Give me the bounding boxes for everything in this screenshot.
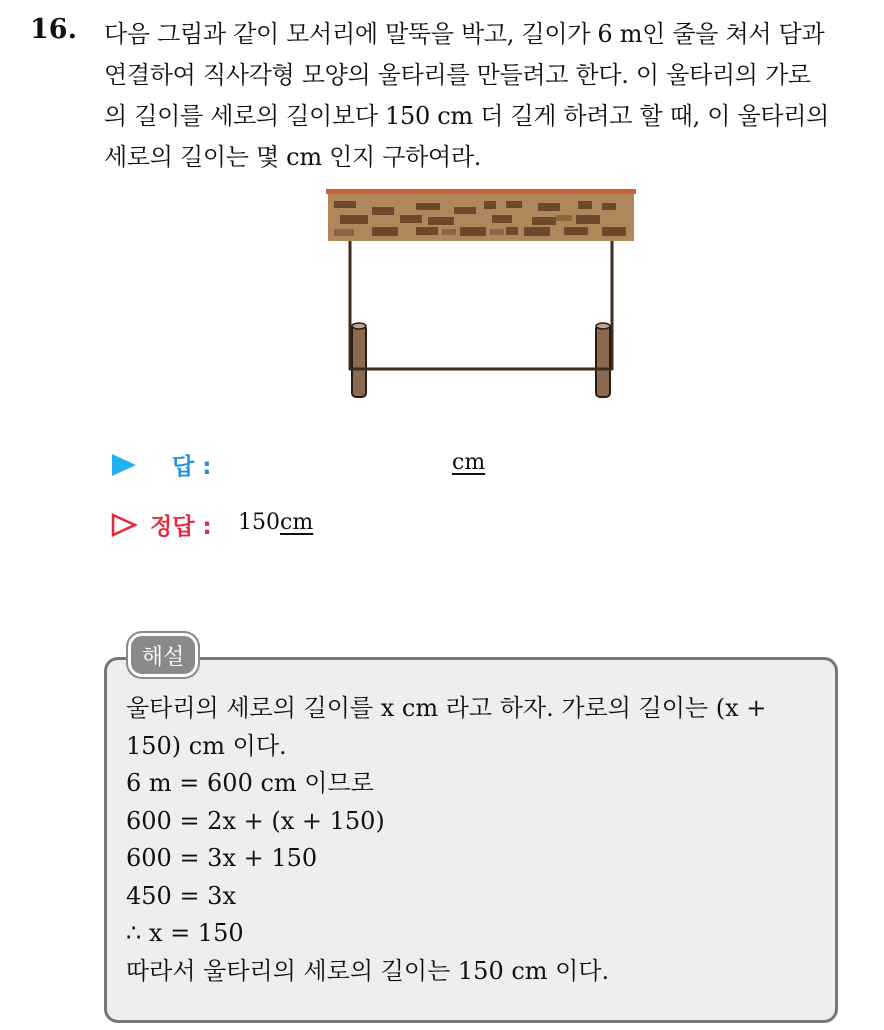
question-line: 다음 그림과 같이 모서리에 말뚝을 박고, 길이가 6 m인 줄을 쳐서 담과 xyxy=(104,20,825,48)
fence-illustration xyxy=(320,185,650,405)
explanation-line: ∴ x = 150 xyxy=(126,919,244,947)
explanation-line: 600 = 2x + (x + 150) xyxy=(126,806,385,835)
question-line: 의 길이를 세로의 길이보다 150 cm 더 길게 하려고 할 때, 이 울타리의 xyxy=(104,102,829,130)
explanation-tab: 해설 xyxy=(128,633,198,677)
outline-triangle-icon xyxy=(110,512,138,538)
correct-answer-row xyxy=(110,508,610,544)
question-number: 16. xyxy=(30,14,77,45)
rope xyxy=(350,241,612,369)
question-line: 연결하여 직사각형 모양의 울타리를 만들려고 한다. 이 울타리의 가로 xyxy=(104,61,811,89)
question-text xyxy=(104,14,864,178)
play-triangle-icon xyxy=(110,452,138,478)
explanation-line: 600 = 3x + 150 xyxy=(126,844,318,872)
answer-blank-unit[interactable]: cm xyxy=(452,450,486,475)
explanation-text xyxy=(126,690,826,990)
explanation-line: 따라서 울타리의 세로의 길이는 150 cm 이다. xyxy=(126,956,610,985)
question-line: 세로의 길이는 몇 cm 인지 구하여라. xyxy=(104,143,482,171)
answer-row xyxy=(110,448,610,484)
answer-label: 답 : xyxy=(172,454,212,480)
post-left xyxy=(352,323,366,397)
correct-answer-value xyxy=(238,510,313,535)
correct-answer-label: 정답 : xyxy=(150,514,212,540)
correct-answer-number: 150 xyxy=(238,510,280,535)
explanation-line: 150) cm 이다. xyxy=(126,731,287,760)
wall-top xyxy=(326,189,636,194)
explanation-line: 450 = 3x xyxy=(126,881,236,910)
explanation-line: 울타리의 세로의 길이를 x cm 라고 하자. 가로의 길이는 (x + xyxy=(126,694,767,722)
explanation-line: 6 m = 600 cm 이므로 xyxy=(126,769,374,797)
correct-answer-unit: cm xyxy=(280,510,314,535)
post-right xyxy=(596,323,610,397)
